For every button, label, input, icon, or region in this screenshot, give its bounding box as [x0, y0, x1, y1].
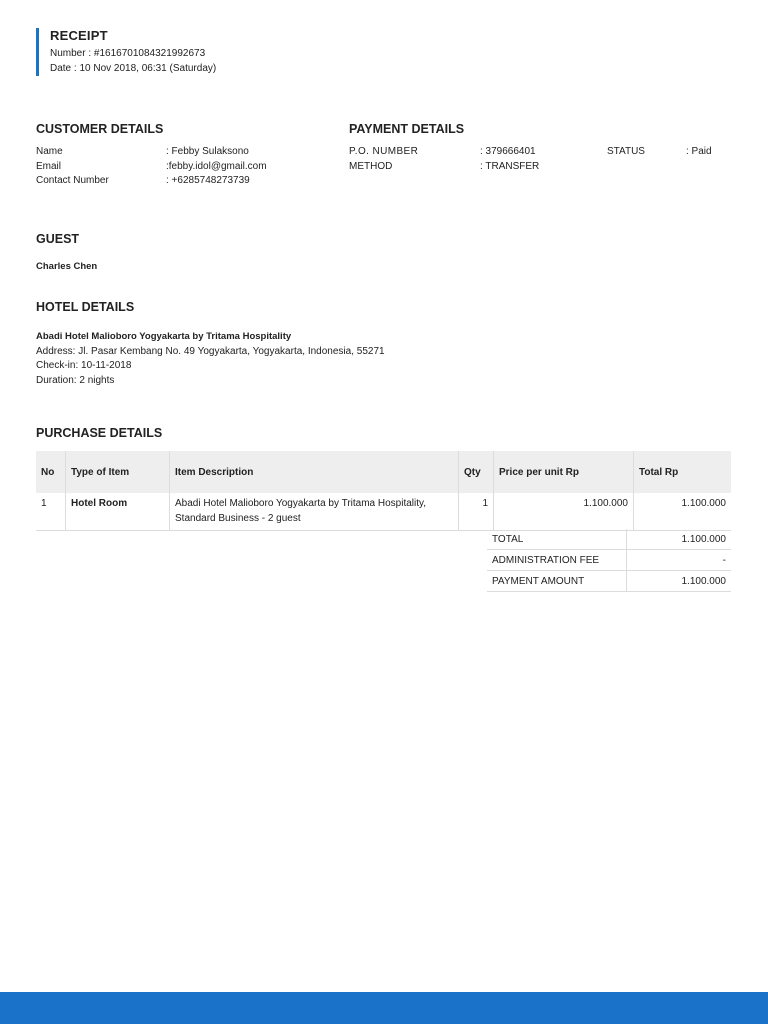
summary-admin-fee-label: ADMINISTRATION FEE: [487, 550, 627, 571]
purchase-table: [36, 451, 731, 531]
col-price: Price per unit Rp: [494, 451, 634, 493]
col-total: Total Rp: [634, 451, 732, 493]
receipt-number: Number : #1616701084321992673: [50, 48, 206, 59]
customer-name-row: [36, 146, 336, 161]
status-value: : Paid: [686, 146, 712, 157]
row-description: [170, 493, 459, 531]
hotel-address: Address: Jl. Pasar Kembang No. 49 Yogyakarta, Yogyakarta, Indonesia, 55271: [36, 345, 385, 357]
method-label: METHOD: [349, 160, 393, 172]
payment-details: [349, 146, 729, 175]
customer-details: [36, 146, 336, 190]
summary-payment-amount-row: [487, 571, 731, 592]
payment-summary: [487, 529, 731, 592]
guest-title: GUEST: [36, 232, 80, 246]
purchase-table-header: [36, 451, 731, 493]
hotel-details: [36, 330, 385, 388]
row-description-line1: Abadi Hotel Malioboro Yogyakarta by Tritama Hospitality,: [175, 498, 427, 509]
col-qty: Qty: [459, 451, 494, 493]
hotel-checkin: Check-in: 10-11-2018: [36, 360, 132, 371]
summary-admin-fee-row: [487, 550, 731, 571]
row-type: Hotel Room: [66, 493, 170, 531]
guest-name: Charles Chen: [36, 261, 98, 272]
method-value: : TRANSFER: [480, 160, 540, 172]
receipt-title: RECEIPT: [50, 28, 108, 43]
row-description-line2: Standard Business - 2 guest: [175, 512, 301, 524]
summary-total-row: [487, 529, 731, 550]
status-label: STATUS: [607, 146, 645, 157]
row-total: 1.100.000: [634, 493, 732, 531]
summary-total-label: TOTAL: [487, 529, 627, 550]
customer-name-value: : Febby Sulaksono: [166, 146, 249, 157]
receipt-header: [36, 28, 216, 76]
po-number-value: : 379666401: [480, 146, 536, 157]
summary-admin-fee-value: -: [627, 550, 732, 571]
payment-po-row: [349, 146, 729, 161]
po-number-label: P.O. NUMBER: [349, 146, 419, 157]
summary-payment-amount-label: PAYMENT AMOUNT: [487, 571, 627, 592]
row-qty: 1: [459, 493, 494, 531]
col-type: Type of Item: [66, 451, 170, 493]
customer-contact-value: : +6285748273739: [166, 175, 250, 186]
col-description: Item Description: [170, 451, 459, 493]
receipt-date: Date : 10 Nov 2018, 06:31 (Saturday): [50, 63, 217, 74]
customer-name-label: Name: [36, 146, 63, 157]
customer-email-value: :febby.idol@gmail.com: [166, 160, 267, 172]
customer-email-label: Email: [36, 160, 62, 172]
summary-total-value: 1.100.000: [627, 529, 732, 550]
hotel-details-title: HOTEL DETAILS: [36, 300, 135, 314]
table-row: [36, 493, 731, 531]
col-no: No: [36, 451, 66, 493]
footer-bar: [0, 992, 768, 1024]
customer-email-row: [36, 161, 336, 176]
customer-details-title: CUSTOMER DETAILS: [36, 122, 164, 136]
purchase-details-title: PURCHASE DETAILS: [36, 426, 163, 440]
customer-contact-row: [36, 175, 336, 190]
payment-details-title: PAYMENT DETAILS: [349, 122, 465, 136]
row-no: 1: [36, 493, 66, 531]
row-price: 1.100.000: [494, 493, 634, 531]
hotel-duration: Duration: 2 nights: [36, 374, 115, 386]
customer-contact-label: Contact Number: [36, 175, 109, 186]
payment-method-row: [349, 161, 729, 176]
summary-payment-amount-value: 1.100.000: [627, 571, 732, 592]
hotel-name: Abadi Hotel Malioboro Yogyakarta by Tritama Hospitality: [36, 331, 292, 342]
